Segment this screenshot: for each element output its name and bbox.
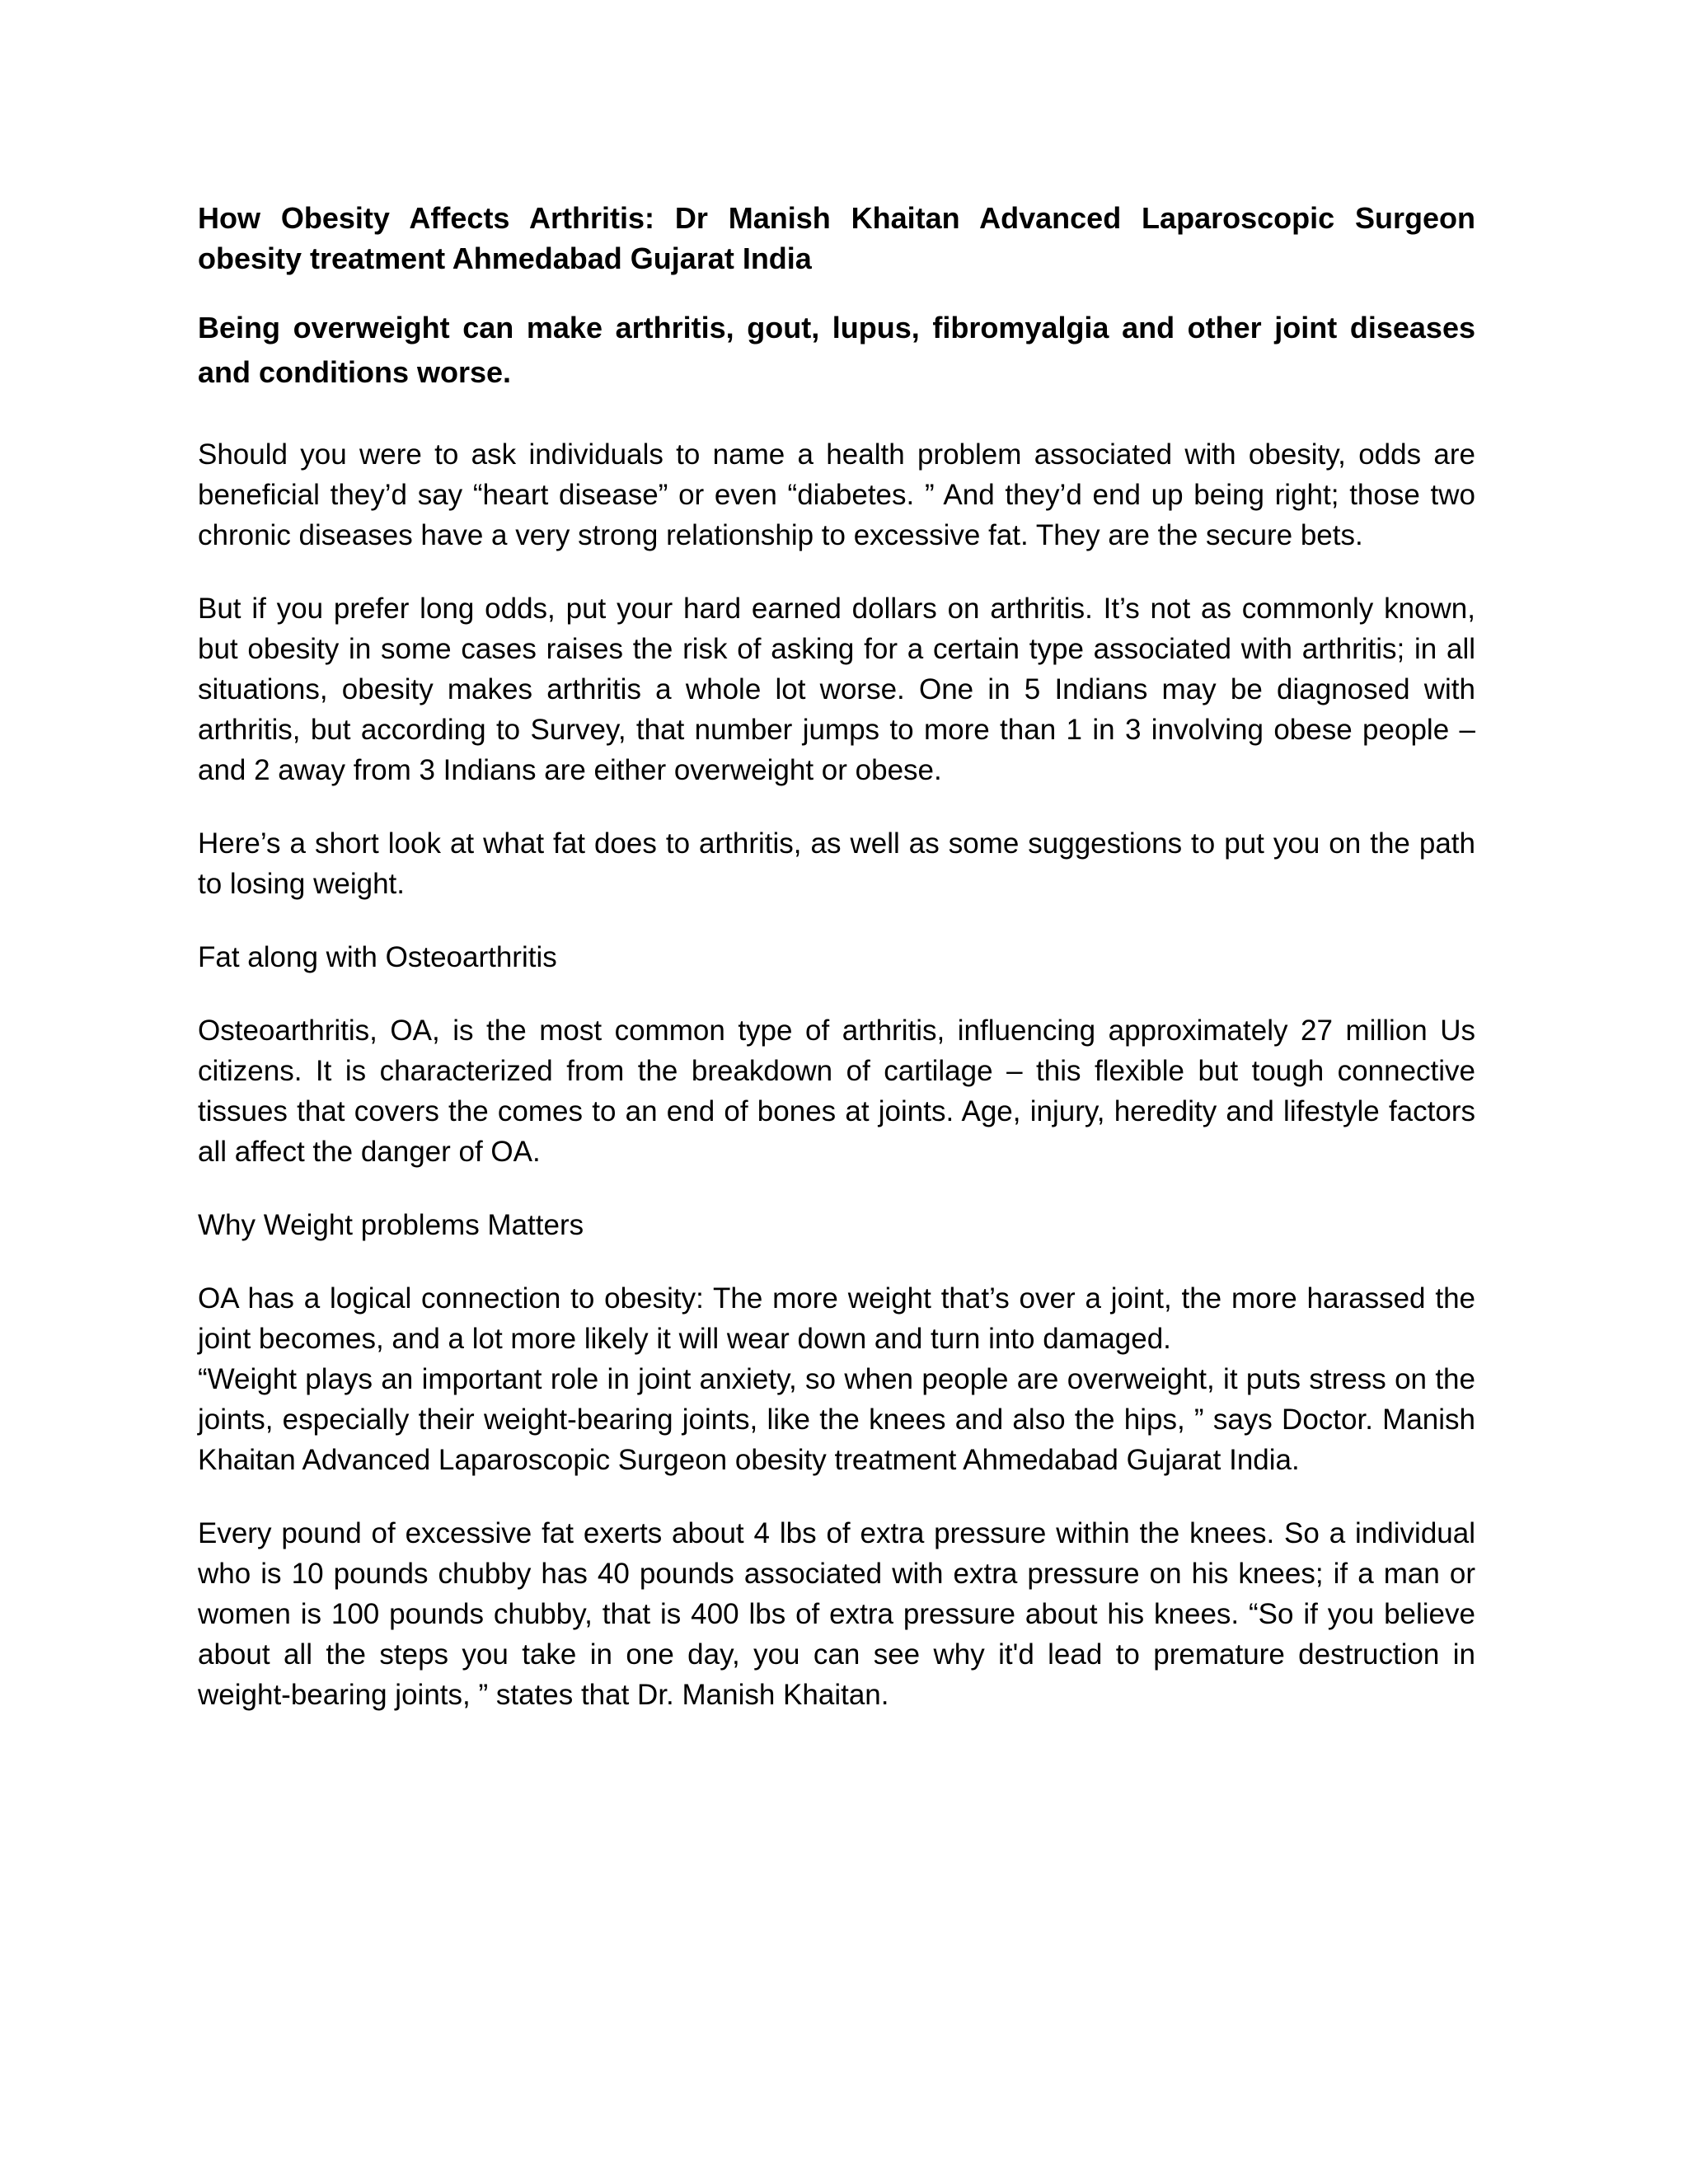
paragraph-intro: Should you were to ask individuals to name a health problem associated with obesity, odds are beneficial they’d say “heart disease” or even “diabetes. ” And they’d end up being right; those two chronic diseases have a very strong relationship to excessive fat. They are the secure bets. [198,438,1475,551]
section-heading-weight-matters: Why Weight problems Matters [198,1209,584,1241]
paragraph-quote: “Weight plays an important role in joint anxiety, so when people are overweight, it puts stress on the joints, especially their weight-bearing joints, like the knees and also the hips, ” says Doctor. Manish Khaitan Advanced Laparoscopic Surgeon obesity treatment Ahmedabad Gujarat India. [198,1363,1475,1476]
paragraph-oa-connection: OA has a logical connection to obesity: The more weight that’s over a joint, the more harassed the joint becomes, and a lot more likely it will wear down and turn into damaged. [198,1282,1475,1355]
paragraph-arthritis-odds: But if you prefer long odds, put your hard earned dollars on arthritis. It’s not as commonly known, but obesity in some cases raises the risk of asking for a certain type associated with arthritis; in all situations, obesity makes arthritis a whole lot worse. One in 5 Indians may be diagnosed with arthritis, but according to Survey, that number jumps to more than 1 in 3 involving obese people – and 2 away from 3 Indians are either overweight or obese. [198,593,1475,786]
document-body [198,198,1475,1715]
document-title: How Obesity Affects Arthritis: Dr Manish Khaitan Advanced Laparoscopic Surgeon obesity treatment Ahmedabad Gujarat India [198,201,1475,275]
section-heading-fat-osteoarthritis: Fat along with Osteoarthritis [198,941,557,973]
paragraph-osteoarthritis: Osteoarthritis, OA, is the most common type of arthritis, influencing approximately 27 million Us citizens. It is characterized from the breakdown of cartilage – this flexible but tough connective tissues that covers the comes to an end of bones at joints. Age, injury, heredity and lifestyle factors all affect the danger of OA. [198,1015,1475,1168]
document-subtitle: Being overweight can make arthritis, gout, lupus, fibromyalgia and other joint diseases and conditions worse. [198,311,1475,389]
paragraph-overview: Here’s a short look at what fat does to arthritis, as well as some suggestions to put you on the path to losing weight. [198,827,1475,900]
paragraph-pressure: Every pound of excessive fat exerts about 4 lbs of extra pressure within the knees. So a individual who is 10 pounds chubby has 40 pounds associated with extra pressure on his knees; if a man or women is 100 pounds chubby, that is 400 lbs of extra pressure about his knees. “So if you believe about all the steps you take in one day, you can see why it'd lead to premature destruction in weight-bearing joints, ” states that Dr. Manish Khaitan. [198,1517,1475,1711]
